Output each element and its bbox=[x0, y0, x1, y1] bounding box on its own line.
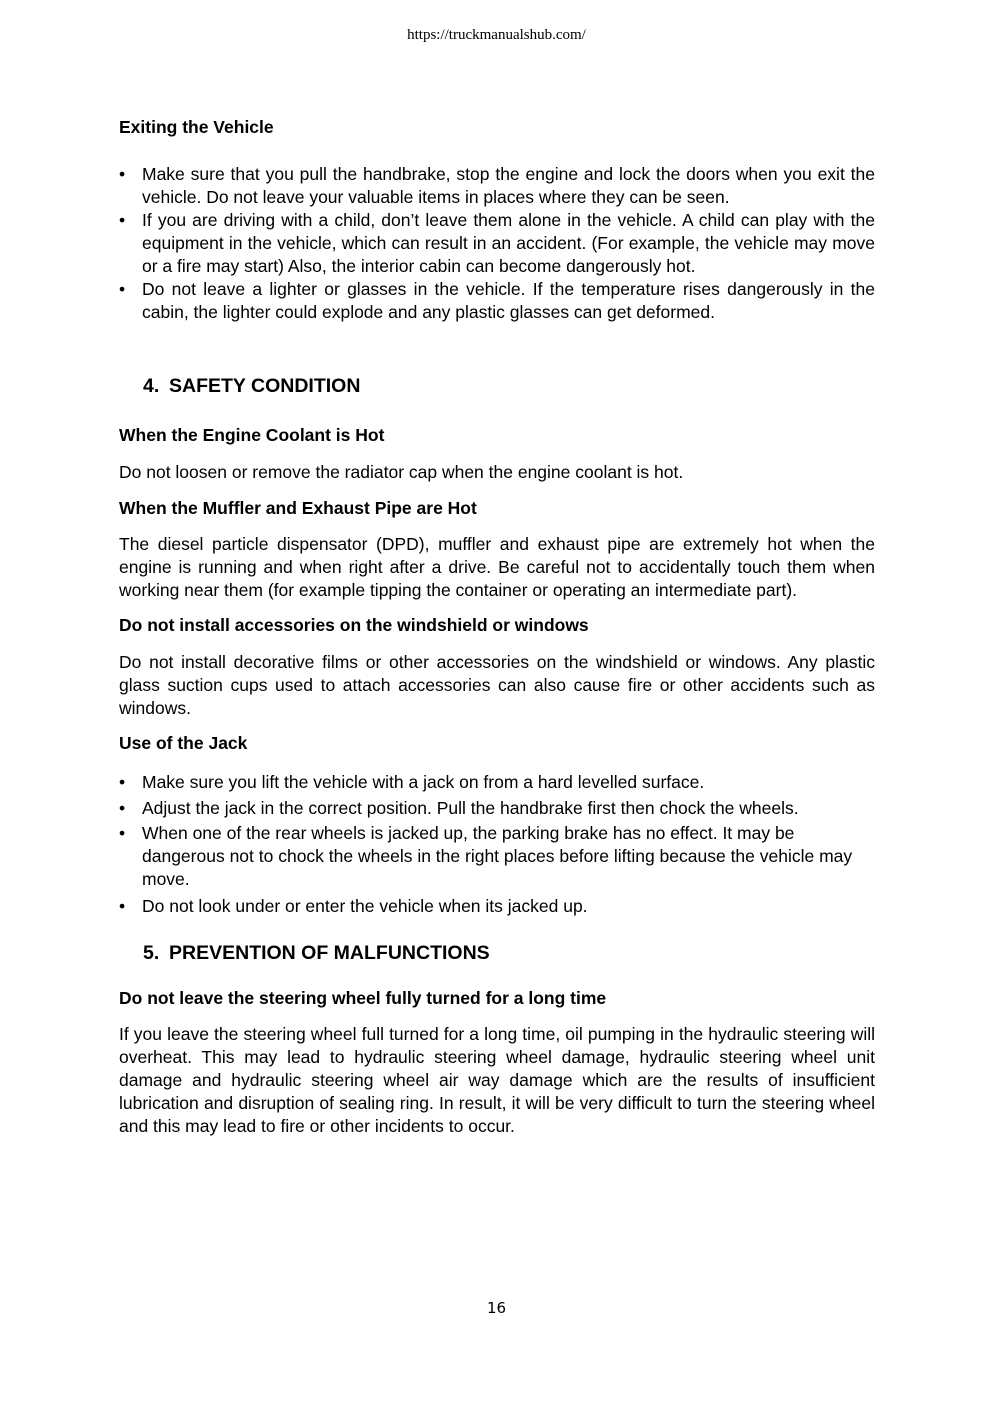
section-heading-safety bbox=[143, 375, 360, 398]
subheading-jack: Use of the Jack bbox=[119, 733, 248, 753]
bullet-icon: • bbox=[119, 798, 126, 818]
bullet-icon: • bbox=[119, 823, 126, 843]
paragraph-steering: If you leave the steering wheel full turned for a long time, oil pumping in the hydraulic steering will overheat. This may lead to hydraulic steering wheel damage, hydraulic steering wheel unit damage and hydraulic steering wheel air way damage which are the results of insufficient lubrication and disruption of sealing ring. In result, it will be very difficult to turn the steering wheel and this may lead to fire or other incidents to occur. bbox=[119, 1024, 875, 1136]
page-number: 16 bbox=[486, 1299, 507, 1317]
list-item: • Make sure that you pull the handbrake, stop the engine and lock the doors when you exit the vehicle. Do not leave your valuable items in places where they can be seen. bbox=[119, 164, 875, 207]
subheading-muffler: When the Muffler and Exhaust Pipe are Hot bbox=[119, 498, 477, 518]
header-url: https://truckmanualshub.com/ bbox=[407, 27, 586, 43]
bullet-icon: • bbox=[119, 164, 126, 184]
section-heading-prevention bbox=[143, 942, 490, 965]
subheading-coolant: When the Engine Coolant is Hot bbox=[119, 425, 385, 445]
bullet-icon: • bbox=[119, 210, 126, 230]
list-item: • Adjust the jack in the correct position. Pull the handbrake first then chock the wheels. bbox=[119, 798, 799, 818]
jack-bullet-list bbox=[119, 771, 875, 918]
exiting-bullet-list bbox=[119, 163, 875, 324]
bullet-icon: • bbox=[119, 772, 126, 792]
list-item: • Make sure you lift the vehicle with a jack on from a hard levelled surface. bbox=[119, 772, 705, 792]
section-number: 4. bbox=[143, 375, 160, 397]
section-heading-text: PREVENTION OF MALFUNCTIONS bbox=[169, 942, 490, 964]
section-number: 5. bbox=[143, 942, 160, 964]
bullet-icon: • bbox=[119, 279, 126, 299]
bullet-icon: • bbox=[119, 896, 126, 916]
list-item: • If you are driving with a child, don’t leave them alone in the vehicle. A child can play with the equipment in the vehicle, which can result in an accident. (For example, the vehicle may move or a fire may start) Also, the interior cabin can become dangerously hot. bbox=[119, 210, 875, 276]
section-heading-text: SAFETY CONDITION bbox=[169, 375, 361, 397]
list-item: • Do not look under or enter the vehicle when its jacked up. bbox=[119, 896, 588, 916]
subheading-accessories: Do not install accessories on the windshield or windows bbox=[119, 615, 589, 635]
paragraph-coolant: Do not loosen or remove the radiator cap when the engine coolant is hot. bbox=[119, 462, 684, 482]
list-item: • When one of the rear wheels is jacked up, the parking brake has no effect. It may be dangerous not to chock the wheels in the right places before lifting because the vehicle may move. bbox=[119, 823, 853, 889]
paragraph-accessories: Do not install decorative films or other accessories on the windshield or windows. Any plastic glass suction cups used to attach accessories can also cause fire or other accidents such as windows. bbox=[119, 652, 875, 718]
paragraph-muffler: The diesel particle dispensator (DPD), muffler and exhaust pipe are extremely hot when the engine is running and when right after a drive. Be careful not to accidentally touch them when working near them (for example tipping the container or operating an intermediate part). bbox=[119, 534, 875, 600]
section-title-exiting: Exiting the Vehicle bbox=[119, 117, 274, 137]
subheading-steering: Do not leave the steering wheel fully turned for a long time bbox=[119, 988, 607, 1008]
list-item: • Do not leave a lighter or glasses in the vehicle. If the temperature rises dangerously in the cabin, the lighter could explode and any plastic glasses can get deformed. bbox=[119, 279, 875, 322]
